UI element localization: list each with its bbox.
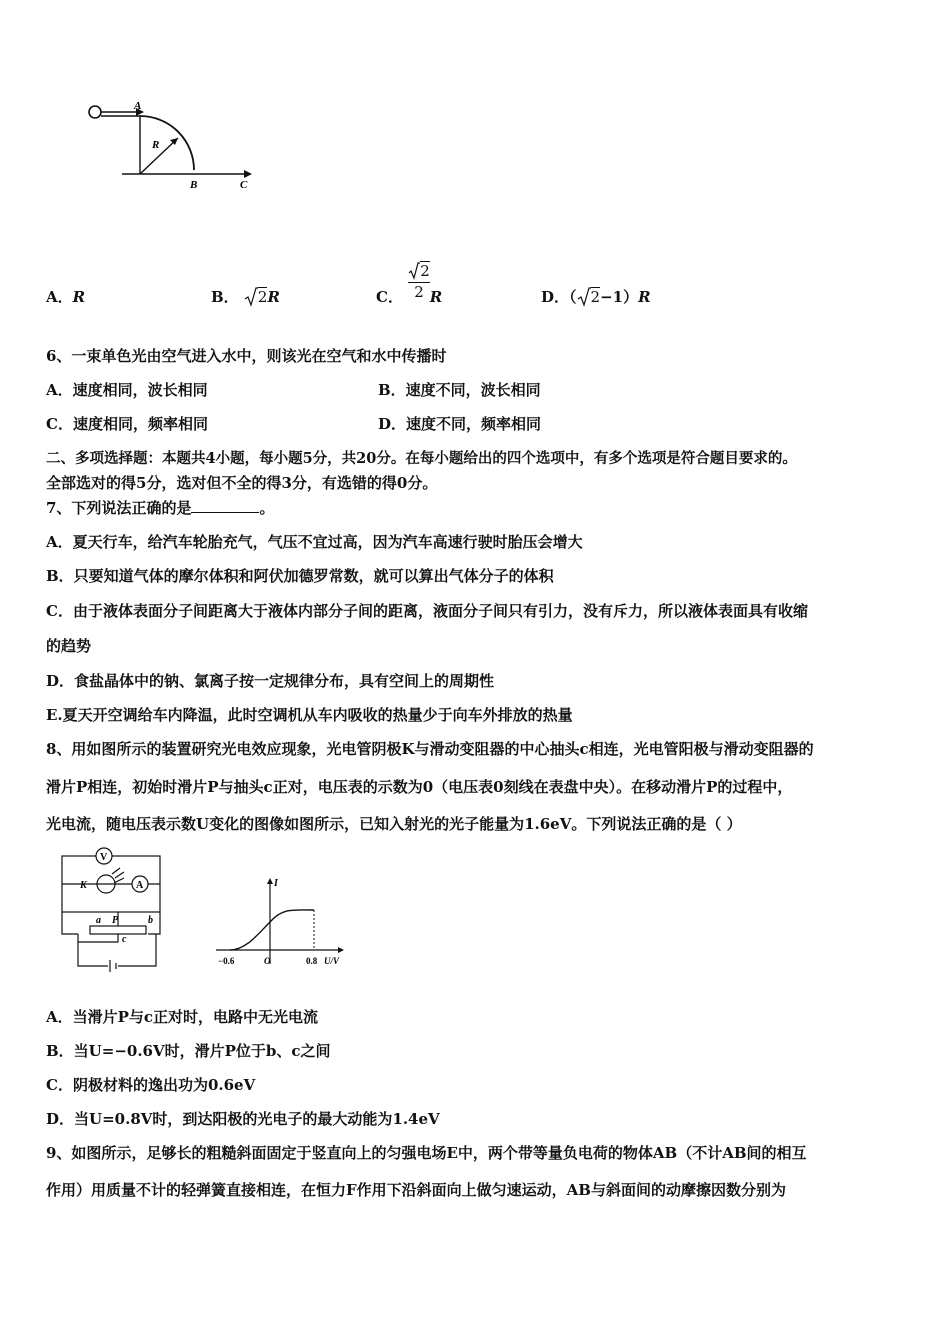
rheostat-end-a: a <box>96 915 101 926</box>
rheostat-left-wire <box>62 912 78 934</box>
y-axis-arrowhead <box>267 878 273 884</box>
q7-option-c-cont: 的趋势 <box>46 637 92 655</box>
fraction-numerator: 2 <box>420 262 430 280</box>
cathode-label: K <box>80 880 87 891</box>
fraction-denominator: 2 <box>408 282 430 301</box>
label-b: B <box>190 179 198 191</box>
label-r: R <box>152 139 160 151</box>
q9-stem-line1: 9、如图所示，足够长的粗糙斜面固定于竖直向上的匀强电场E中，两个带等量负电荷的物体AB（不计AB间的相互 <box>46 1144 807 1162</box>
section2-line2: 全部选对的得5分，选对但不全的得3分，有选错的得0分。 <box>46 474 438 492</box>
q5-option-b <box>211 286 280 307</box>
q7-stem-prefix: 7、下列说法正确的是 <box>46 499 192 517</box>
tap-wire <box>78 934 118 942</box>
q8-option-a: A．当滑片P与c正对时，电路中无光电流 <box>46 1008 319 1026</box>
fraction <box>408 262 430 301</box>
x-tick-neg: −0.6 <box>218 956 235 966</box>
q6-stem: 6、一束单色光由空气进入水中，则该光在空气和水中传播时 <box>46 347 447 365</box>
option-expr: R <box>72 288 86 306</box>
q8-stem-line1: 8、用如图所示的装置研究光电效应现象，光电管阴极K与滑动变阻器的中心抽头c相连，光电管阳极与滑动变阻器的 <box>46 740 814 758</box>
radicand: 2 <box>590 288 601 306</box>
ammeter-label: A <box>136 880 144 891</box>
rheostat-end-b: b <box>148 915 153 926</box>
battery-wire <box>78 934 156 966</box>
sqrt-sign <box>244 287 258 307</box>
y-axis-label: I <box>274 878 278 889</box>
q8-graph <box>212 874 352 970</box>
minus-one: −1） <box>600 288 639 306</box>
label-c: C <box>240 179 248 191</box>
option-letter: C． <box>376 288 403 306</box>
option-var: R <box>267 288 280 306</box>
x-axis-label: U/V <box>324 956 340 966</box>
q7-stem <box>46 497 274 518</box>
option-var: R <box>429 288 443 306</box>
voltmeter-label: V <box>100 852 108 863</box>
photocurrent-curve <box>230 910 314 950</box>
option-var: R <box>638 288 651 306</box>
ball <box>89 106 101 118</box>
quarter-arc <box>140 116 194 170</box>
q7-stem-suffix: 。 <box>259 499 275 517</box>
radicand: 2 <box>257 288 268 306</box>
option-letter: B． <box>211 288 239 306</box>
q8-option-c: C．阴极材料的逸出功为0.6eV <box>46 1076 256 1094</box>
ground-arrowhead <box>244 170 252 178</box>
x-tick-pos: 0.8 <box>306 956 318 966</box>
q7-option-a: A．夏天行车，给汽车轮胎充气，气压不宜过高，因为汽车高速行驶时胎压会增大 <box>46 533 583 551</box>
x-axis-arrowhead <box>338 947 344 953</box>
slider-p: P <box>112 915 119 926</box>
q8-circuit <box>56 846 168 972</box>
q5-option-d <box>541 286 651 307</box>
q5-option-a <box>46 286 85 307</box>
q8-option-d: D．当U=0.8V时，到达阳极的光电子的最大动能为1.4eV <box>46 1110 440 1128</box>
q7-option-e: E.夏天开空调给车内降温，此时空调机从车内吸收的热量少于向车外排放的热量 <box>46 706 573 724</box>
section2-line1: 二、多项选择题：本题共4小题，每小题5分，共20分。在每小题给出的四个选项中，有多个选项是符合题目要求的。 <box>46 450 797 467</box>
q8-stem-line3: 光电流，随电压表示数U变化的图像如图所示，已知入射光的光子能量为1.6eV。下列说法正确的是（ ） <box>46 815 742 833</box>
tap-c: c <box>122 934 127 945</box>
q7-option-b: B．只要知道气体的摩尔体积和阿伏加德罗常数，就可以算出气体分子的体积 <box>46 567 554 585</box>
x-tick-zero: O <box>264 956 271 966</box>
q9-stem-line2: 作用）用质量不计的轻弹簧直接相连，在恒力F作用下沿斜面向上做匀速运动，AB与斜面间的动摩擦因数分别为 <box>46 1181 786 1199</box>
rheostat <box>90 926 146 934</box>
label-a: A <box>134 100 142 112</box>
q5-figure <box>86 96 266 198</box>
q5-option-c <box>376 262 443 306</box>
paren-open: （ <box>569 288 577 306</box>
option-letter: A． <box>46 288 73 306</box>
q6-option-b: B．速度不同，波长相同 <box>378 381 541 399</box>
sqrt-sign <box>408 262 420 280</box>
q6-option-c: C．速度相同，频率相同 <box>46 415 208 433</box>
q6-option-a: A．速度相同，波长相同 <box>46 381 208 399</box>
q8-option-b: B．当U=−0.6V时，滑片P位于b、c之间 <box>46 1042 331 1060</box>
q7-option-d: D．食盐晶体中的钠、氯离子按一定规律分布，具有空间上的周期性 <box>46 672 495 690</box>
answer-blank <box>191 500 259 513</box>
q8-stem-line2: 滑片P相连，初始时滑片P与抽头c正对，电压表的示数为0（电压表0刻线在表盘中央）。在移动滑片P的过程中， <box>46 778 793 796</box>
q6-option-d: D．速度不同，频率相同 <box>378 415 542 433</box>
sqrt-sign <box>577 287 591 307</box>
q7-option-c: C．由于液体表面分子间距离大于液体内部分子间的距离，液面分子间只有引力，没有斥力，所以液体表面具有收缩 <box>46 602 808 620</box>
option-letter: D． <box>541 288 570 306</box>
